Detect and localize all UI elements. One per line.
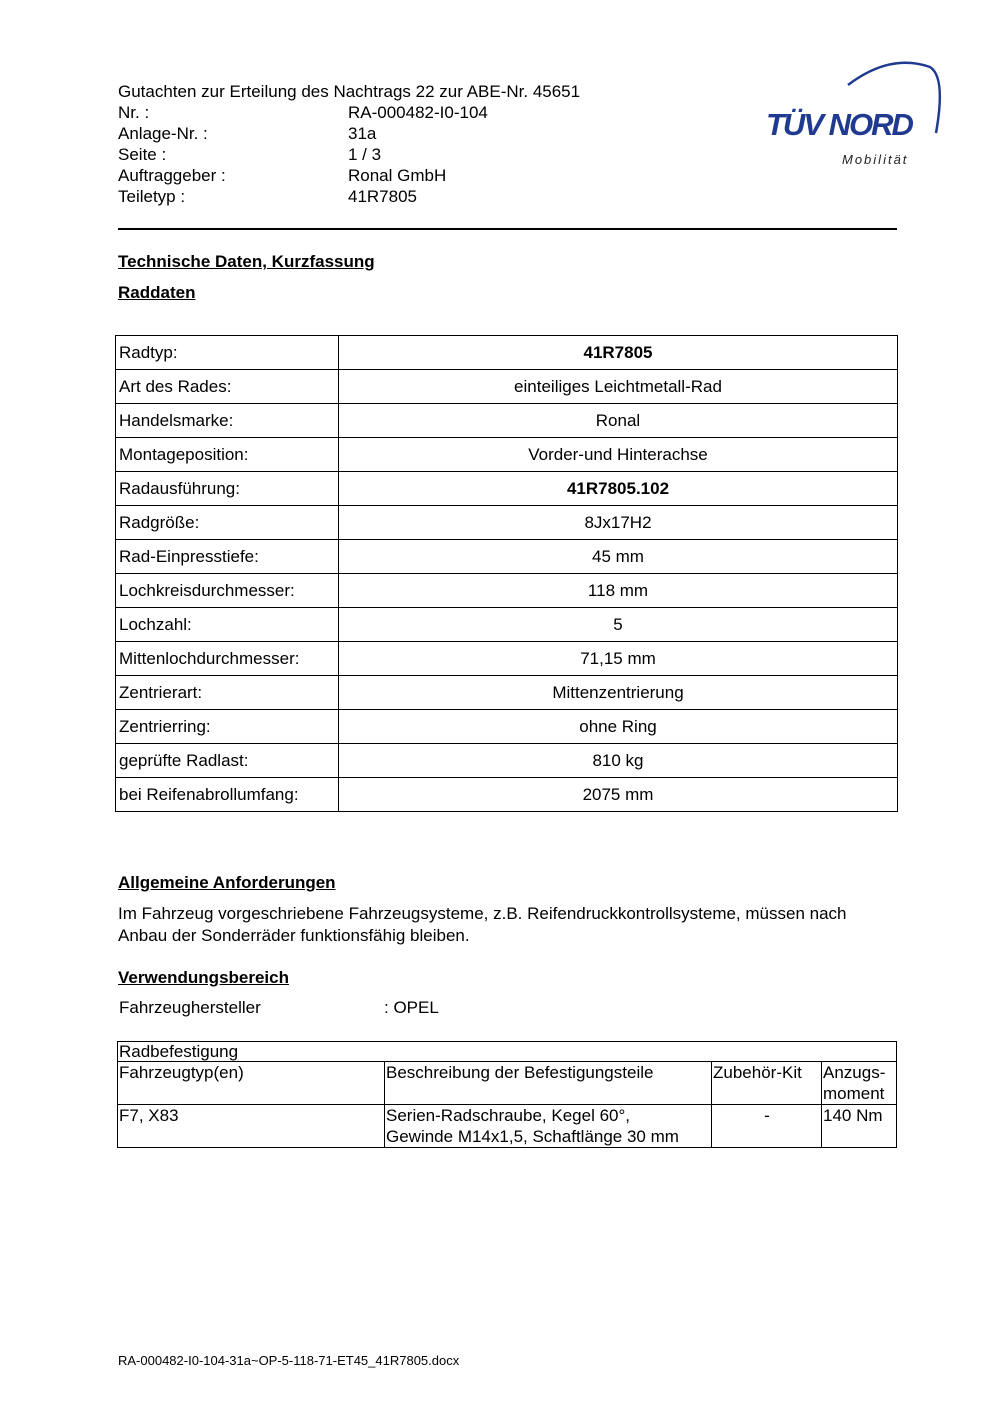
- row-value: 2075 mm: [339, 778, 898, 812]
- header-label: Auftraggeber :: [118, 166, 226, 185]
- row-label: bei Reifenabrollumfang:: [116, 778, 339, 812]
- logo-subtitle: Mobilität: [842, 152, 909, 167]
- table-title-row: [118, 1042, 897, 1062]
- document-title: Gutachten zur Erteilung des Nachtrags 22 zur ABE-Nr. 45651: [118, 82, 581, 101]
- header-label: Seite :: [118, 145, 167, 164]
- row-value: Vorder-und Hinterachse: [339, 438, 898, 472]
- table-row: [116, 642, 898, 676]
- row-label: Mittenlochdurchmesser:: [116, 642, 339, 676]
- header-torque-line1: Anzugs-: [823, 1063, 886, 1082]
- fastening-title: Radbefestigung: [118, 1042, 897, 1062]
- tuev-nord-logo: [760, 55, 945, 175]
- table-row: [116, 710, 898, 744]
- row-value: Ronal: [339, 404, 898, 438]
- row-label: Lochzahl:: [116, 608, 339, 642]
- row-label: Art des Rades:: [116, 370, 339, 404]
- header-label: Anlage-Nr. :: [118, 124, 208, 143]
- row-value: 5: [339, 608, 898, 642]
- table-row: [116, 370, 898, 404]
- table-row: [116, 404, 898, 438]
- wheel-data-table: [115, 335, 898, 812]
- cell-torque: 140 Nm: [822, 1105, 897, 1148]
- fastening-table: [117, 1041, 897, 1148]
- header-row-auftraggeber: [118, 165, 446, 186]
- table-row: [116, 778, 898, 812]
- header-row-seite: [118, 144, 381, 165]
- table-row: [116, 336, 898, 370]
- row-value: 41R7805.102: [339, 472, 898, 506]
- row-label: Lochkreisdurchmesser:: [116, 574, 339, 608]
- header-torque-line2: moment: [823, 1084, 885, 1103]
- row-value: 71,15 mm: [339, 642, 898, 676]
- header-row-anlage: [118, 123, 376, 144]
- header-value: Ronal GmbH: [348, 166, 447, 185]
- table-row: [116, 438, 898, 472]
- row-value: ohne Ring: [339, 710, 898, 744]
- row-label: Radgröße:: [116, 506, 339, 540]
- table-row: [116, 574, 898, 608]
- cell-kit: -: [712, 1105, 822, 1148]
- cell-description: [385, 1105, 712, 1148]
- manufacturer-row: [119, 997, 439, 1019]
- usage-title: Verwendungsbereich: [118, 968, 289, 987]
- row-value: einteiliges Leichtmetall-Rad: [339, 370, 898, 404]
- header-description: Beschreibung der Befestigungsteile: [385, 1062, 712, 1105]
- row-label: Zentrierart:: [116, 676, 339, 710]
- header-value: 31a: [348, 124, 377, 143]
- row-label: Radausführung:: [116, 472, 339, 506]
- table-header-row: [118, 1062, 897, 1105]
- cell-description-line2: Gewinde M14x1,5, Schaftlänge 30 mm: [386, 1127, 679, 1146]
- manufacturer-value: : OPEL: [384, 998, 439, 1017]
- header-vehicle-types: Fahrzeugtyp(en): [118, 1062, 385, 1105]
- cell-vehicle-types: F7, X83: [118, 1105, 385, 1148]
- table-row: [118, 1105, 897, 1148]
- row-label: Montageposition:: [116, 438, 339, 472]
- header-row-teiletyp: [118, 186, 417, 207]
- table-row: [116, 744, 898, 778]
- row-label: Radtyp:: [116, 336, 339, 370]
- row-label: geprüfte Radlast:: [116, 744, 339, 778]
- header-torque: [822, 1062, 897, 1105]
- header-value: 41R7805: [348, 187, 418, 206]
- table-row: [116, 540, 898, 574]
- table-row: [116, 608, 898, 642]
- section-title: Technische Daten, Kurzfassung: [118, 252, 375, 271]
- header-row-nr: [118, 102, 488, 123]
- header-value: RA-000482-I0-104: [348, 103, 488, 122]
- cell-description-line1: Serien-Radschraube, Kegel 60°,: [386, 1106, 631, 1125]
- manufacturer-label: Fahrzeughersteller: [119, 998, 261, 1017]
- row-label: Rad-Einpresstiefe:: [116, 540, 339, 574]
- row-value: Mittenzentrierung: [339, 676, 898, 710]
- header-label: Nr. :: [118, 103, 150, 122]
- footer-filename: RA-000482-I0-104-31a~OP-5-118-71-ET45_41R7805.docx: [118, 1353, 460, 1368]
- header-kit: Zubehör-Kit: [712, 1062, 822, 1105]
- table-row: [116, 676, 898, 710]
- row-value: 8Jx17H2: [339, 506, 898, 540]
- row-label: Handelsmarke:: [116, 404, 339, 438]
- general-requirements-text: Im Fahrzeug vorgeschriebene Fahrzeugsysteme, z.B. Reifendruckkontrollsysteme, müssen nach Anbau der Sonderräder funktionsfähig bleiben.: [118, 904, 847, 945]
- logo-brand: TÜV NORD: [766, 107, 912, 142]
- row-value: 41R7805: [339, 336, 898, 370]
- row-label: Zentrierring:: [116, 710, 339, 744]
- header-label: Teiletyp :: [118, 187, 186, 206]
- row-value: 45 mm: [339, 540, 898, 574]
- header-divider: [118, 228, 897, 230]
- general-requirements-title: Allgemeine Anforderungen: [118, 873, 336, 892]
- table-row: [116, 506, 898, 540]
- section-subtitle: Raddaten: [118, 283, 196, 302]
- header-value: 1 / 3: [348, 145, 382, 164]
- row-value: 118 mm: [339, 574, 898, 608]
- table-row: [116, 472, 898, 506]
- row-value: 810 kg: [339, 744, 898, 778]
